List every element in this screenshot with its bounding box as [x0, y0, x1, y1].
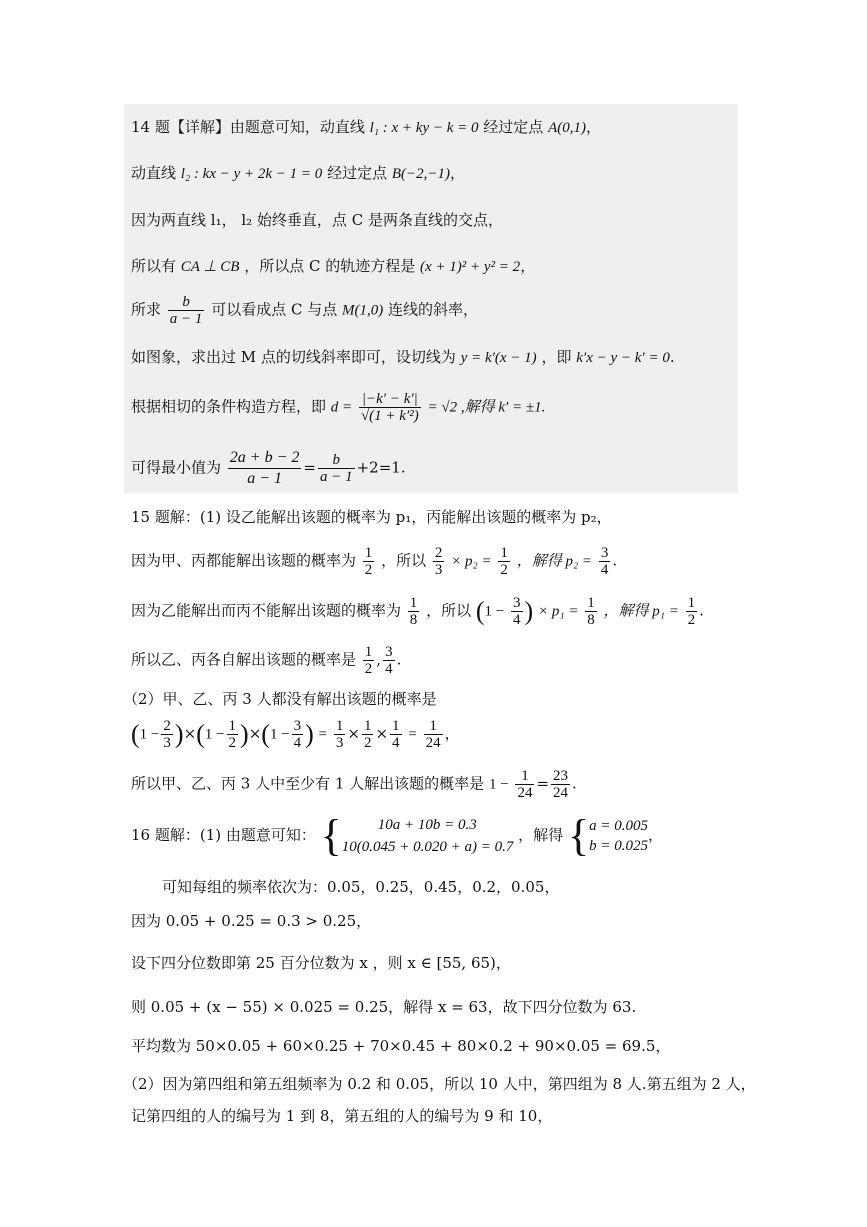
q14-text: 动直线: [131, 164, 177, 182]
q14-line-2: 动直线 l₂ : kx − y + 2k − 1 = 0 经过定点 B(−2,−1)，: [131, 164, 466, 182]
q16-line-2: [162, 876, 559, 898]
q14-text: 所求: [131, 300, 162, 319]
q15-line-3: 因为乙能解出而丙不能解出该题的概率为 $\frac{1}{8}$ ，所以 (1 − $\frac{3}{4}$ ) × p₁ = $\frac{1}{8}$ ，解得 p₁ = $\frac{1}{2}$ .: [131, 595, 704, 628]
q14-text: 如图象，求出过 M 点的切线斜率即可，设切线为: [131, 348, 456, 366]
q14-text: 连线的斜率，: [388, 300, 479, 319]
numerator: b: [318, 452, 355, 469]
denominator: √(1 + k′²): [360, 408, 419, 424]
q14-line-5: [131, 294, 478, 327]
q16-intro-text: 16 题解：(1) 由题意可知：: [131, 826, 316, 844]
q16-text: 记第四组的人的编号为 1 到 8，第五组的人的编号为 9 和 10，: [131, 1107, 553, 1125]
system-equation-1: 10a + 10b = 0.3: [377, 817, 477, 833]
q14-line-4: 所以有 CA ⊥ CB ，所以点 C 的轨迹方程是 (x + 1)² + y² = 2，: [131, 257, 536, 275]
q14-text: 经过定点: [483, 118, 544, 136]
q16-line-7: [123, 1073, 756, 1095]
solution-b: b = 0.025: [589, 838, 648, 854]
fraction-b-over-a-1: [318, 452, 355, 485]
q15-expression: 1 −: [488, 776, 509, 793]
q16-line-1: 16 题解：(1) 由题意可知： { 10a + 10b = 0.3 10(0.045 + 0.020 + a) = 0.7 ，解得 { a = 0.005 b = 0.025 ，: [131, 811, 663, 860]
q15-text: ，解得 p₁ =: [603, 603, 679, 620]
q14-line-6: 如图象，求出过 M 点的切线斜率即可，设切线为 y = k′(x − 1) ，即 k′x − y − k′ = 0.: [131, 348, 675, 366]
q14-line-3: [131, 209, 503, 231]
q14-line-8: 可得最小值为 $\frac{2a + b - 2}{a - 1}$ = $\frac{b}{a - 1}$ +2=1.: [131, 449, 406, 487]
q14-line-7: 根据相切的条件构造方程，即 d = $\frac{|-k' - k'|}{\text{√(1 + k′²)}}$ = √2 ,解得 k′ = ±1.: [131, 391, 546, 424]
q14-intro-text: 14 题【详解】由题意可知，动直线: [131, 118, 365, 136]
q14-text: ，即: [541, 348, 572, 366]
numerator: 2a + b − 2: [228, 448, 302, 469]
q16-line-5: [131, 996, 636, 1018]
q15-intro-text: 15 题解：(1) 设乙能解出该题的概率为 p₁，丙能解出该题的概率为 p₂，: [131, 508, 612, 526]
q14-text: ，所以点 C 的轨迹方程是: [244, 257, 416, 275]
solution-a: a = 0.005: [589, 818, 648, 834]
line-l1-equation: l₁ : x + ky − k = 0: [369, 120, 479, 136]
q15-text: 所以甲、乙、丙 3 人中至少有 1 人解出该题的概率是: [131, 774, 485, 793]
q16-line-6: [131, 1035, 670, 1057]
q16-text: 设下四分位数即第 25 百分位数为 x ，则 x ∈ [55, 65)，: [131, 954, 511, 972]
q14-text: 根据相切的条件构造方程，即: [131, 397, 327, 416]
line-l2-equation: l₂ : kx − y + 2k − 1 = 0: [180, 166, 323, 182]
fraction-b-over-a-1: [168, 294, 205, 327]
q14-text: 经过定点: [327, 164, 388, 182]
tangent-line-general-form: k′x − y − k′ = 0: [576, 350, 670, 366]
numerator: b: [168, 294, 205, 311]
q15-expression: × p₁ =: [538, 603, 579, 620]
denominator: a − 1: [169, 311, 203, 327]
point-a: A(0,1): [548, 120, 586, 136]
q16-line-8: [131, 1105, 552, 1127]
point-m: M(1,0): [342, 302, 384, 319]
q16-part2-text: （2）因为第四组和第五组频率为 0.2 和 0.05，所以 10 人中，第四组为 8 人.第五组为 2 人，: [123, 1075, 756, 1093]
q14-text: 可得最小值为: [131, 458, 222, 477]
point-b: B(−2,−1): [391, 166, 451, 182]
q16-text: 平均数为 50×0.05 + 60×0.25 + 70×0.45 + 80×0.2 + 90×0.05 = 69.5，: [131, 1037, 671, 1055]
q15-text: ，解得 p₂ =: [516, 553, 593, 570]
numerator: |−k′ − k′|: [359, 391, 421, 408]
q15-line-2: 因为甲、丙都能解出该题的概率为 $\frac{1}{2}$ ，所以 $\frac{2}{3}$ × p₂ = $\frac{1}{2}$ ，解得 p₂ = $\frac{3}{4}$ .: [131, 545, 618, 578]
q15-line-4: 所以乙、丙各自解出该题的概率是 $\frac{1}{2}$ , $\frac{3}{4}$ .: [131, 644, 402, 677]
equation-system: { 10a + 10b = 0.3 10(0.045 + 0.020 + a) = 0.7: [320, 811, 514, 860]
denominator: a − 1: [319, 469, 353, 485]
solution-system: { a = 0.005 b = 0.025: [567, 811, 648, 860]
q15-expression: × p₂ =: [451, 553, 492, 570]
q15-text: 所以乙、丙各自解出该题的概率是: [131, 650, 357, 669]
q15-line-5: [123, 688, 437, 710]
q15-text: 因为甲、丙都能解出该题的概率为: [131, 551, 357, 570]
q16-line-4: [131, 952, 511, 974]
distance-fraction: [359, 391, 421, 424]
q15-line-7: 所以甲、乙、丙 3 人中至少有 1 人解出该题的概率是 1 − $\frac{1}{24}$ = $\frac{23}{24}$ .: [131, 768, 577, 801]
q15-text: ，所以: [426, 601, 472, 620]
q16-line-3: [131, 910, 371, 932]
q15-text: ，所以: [381, 551, 427, 570]
q16-text: 因为 0.05 + 0.25 = 0.3 > 0.25，: [131, 912, 372, 930]
tangent-line-equation: y = k′(x − 1): [460, 350, 537, 366]
q16-text: 可知每组的频率依次为：0.05，0.25，0.45，0.2，0.05，: [162, 878, 560, 896]
slope-solution: = √2 ,解得 k′ = ±1.: [427, 399, 546, 416]
q15-line-1: [131, 506, 612, 528]
q16-text: 则 0.05 + (x − 55) × 0.025 = 0.25，解得 x = 63，故下四分位数为 63.: [131, 998, 637, 1016]
q15-line-6: (1 − $\frac{2}{3}$ )×(1 − $\frac{1}{2}$ )×(1 − $\frac{3}{4}$ ) = $\frac{1}{3}$ × $\frac{1}{2}$ × $\frac{1}{4}$ = $\frac{1}{24}$ ，: [131, 718, 460, 751]
q15-text: 因为乙能解出而丙不能解出该题的概率为: [131, 601, 402, 620]
q14-text: 可以看成点 C 与点: [211, 300, 338, 319]
perpendicular-relation: CA ⊥ CB: [180, 259, 240, 275]
q16-text: ，解得: [518, 826, 564, 844]
q14-text: 所以有: [131, 257, 177, 275]
q15-part2-text: （2）甲、乙、丙 3 人都没有解出该题的概率是: [123, 690, 437, 708]
locus-equation: (x + 1)² + y² = 2: [420, 259, 521, 275]
minimum-value-result: +2=1.: [356, 458, 406, 477]
system-equation-2: 10(0.045 + 0.020 + a) = 0.7: [341, 839, 514, 855]
q14-line-1: 14 题【详解】由题意可知，动直线 l₁ : x + ky − k = 0 经过定点 A(0,1)，: [131, 118, 602, 136]
fraction-min-expression: [228, 448, 302, 489]
q14-text: 因为两直线 l₁， l₂ 始终垂直，点 C 是两条直线的交点，: [131, 211, 503, 229]
denominator: a − 1: [247, 470, 282, 487]
